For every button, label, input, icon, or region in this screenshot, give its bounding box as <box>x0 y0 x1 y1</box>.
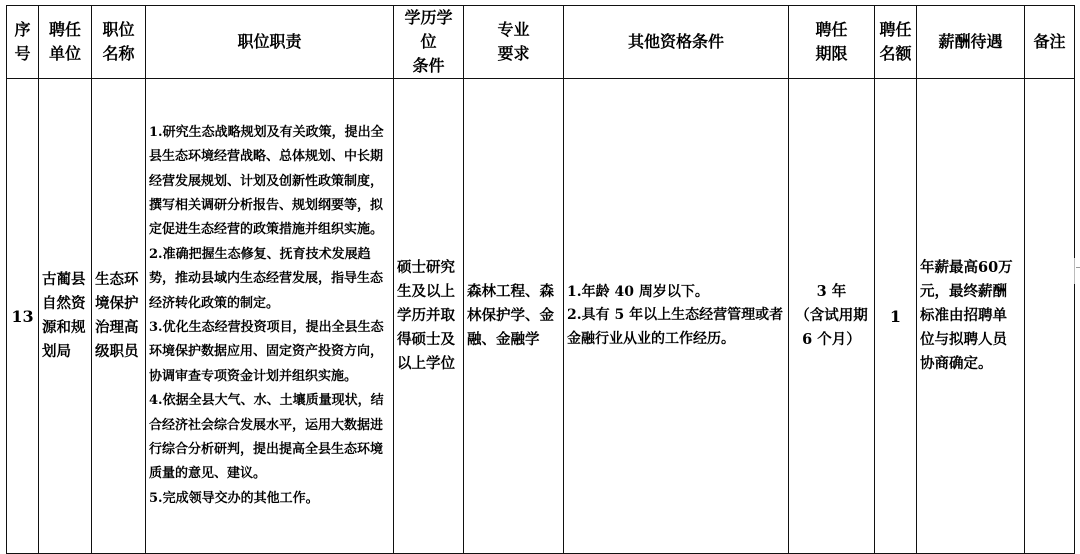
cell-other <box>564 79 789 554</box>
header-seq-text: 序 号 <box>14 20 31 63</box>
header-unit <box>39 6 92 79</box>
cell-duties <box>146 79 394 554</box>
duty-item-1: 1.研究生态战略规划及有关政策，提出全县生态环境经营战略、总体规划、中长期经营发展规划、计划及创新性政策制度，撰写相关调研分析报告、规划纲要等，拟定促进生态经营的政策措施并组织实施。 <box>149 124 384 238</box>
header-salary <box>917 6 1025 79</box>
header-major <box>464 6 564 79</box>
header-quota <box>875 6 917 79</box>
header-position-text: 职位 名称 <box>102 20 135 63</box>
scroll-handle-grip <box>1076 267 1080 268</box>
header-position <box>92 6 146 79</box>
cell-term <box>789 79 875 554</box>
header-term-text: 聘任 期限 <box>815 20 848 63</box>
cell-education: 硕士研究生及以上学历并取得硕士及以上学位 <box>394 79 464 554</box>
header-duties-text: 职位职责 <box>237 32 302 51</box>
header-remarks <box>1025 6 1075 79</box>
header-remarks-text: 备注 <box>1033 32 1066 51</box>
other-item-1: 1.年龄 40 周岁以下。 <box>567 283 709 300</box>
duty-item-2: 2.准确把握生态修复、抚育技术发展趋势，推动县域内生态经营发展，指导生态经济转化政策的制定。 <box>149 246 384 311</box>
cell-position: 生态环境保护治理高级职员 <box>92 79 146 554</box>
header-salary-text: 薪酬待遇 <box>938 32 1003 51</box>
cell-unit: 古蔺县自然资源和规划局 <box>39 79 92 554</box>
duty-item-4: 4.依据全县大气、水、土壤质量现状，结合经济社会综合发展水平，运用大数据进行综合分析研判，提出提高全县生态环境质量的意见、建议。 <box>149 393 384 482</box>
term-line-3: 6 个月） <box>802 331 861 348</box>
term-line-1: 3 年 <box>816 283 847 300</box>
header-major-text: 专业 要求 <box>497 20 530 63</box>
cell-remarks <box>1025 79 1075 554</box>
cell-quota: 1 <box>875 79 917 554</box>
header-term <box>789 6 875 79</box>
header-other <box>564 6 789 79</box>
header-seq <box>7 6 39 79</box>
cell-salary: 年薪最高60万元，最终薪酬标准由招聘单位与拟聘人员协商确定。 <box>917 79 1025 554</box>
other-item-2: 2.具有 5 年以上生态经营管理或者金融行业从业的工作经历。 <box>567 307 784 347</box>
header-education <box>394 6 464 79</box>
cell-major: 森林工程、森林保护学、金融、金融学 <box>464 79 564 554</box>
header-education-text: 学历学位 条件 <box>404 8 453 75</box>
header-quota-text: 聘任 名额 <box>879 20 912 63</box>
header-duties <box>146 6 394 79</box>
duty-item-3: 3.优化生态经营投资项目，提出全县生态环境保护数据应用、固定资产投资方向，协调审查专项资金计划并组织实施。 <box>149 320 384 384</box>
scroll-handle[interactable] <box>1074 258 1080 284</box>
table-row <box>7 79 1075 554</box>
recruitment-table <box>6 5 1075 554</box>
header-unit-text: 聘任 单位 <box>48 20 81 63</box>
header-row <box>7 6 1075 79</box>
cell-seq: 13 <box>7 79 39 554</box>
duty-item-5: 5.完成领导交办的其他工作。 <box>149 490 319 506</box>
term-line-2: （含试用期 <box>795 307 868 324</box>
header-other-text: 其他资格条件 <box>627 32 724 51</box>
